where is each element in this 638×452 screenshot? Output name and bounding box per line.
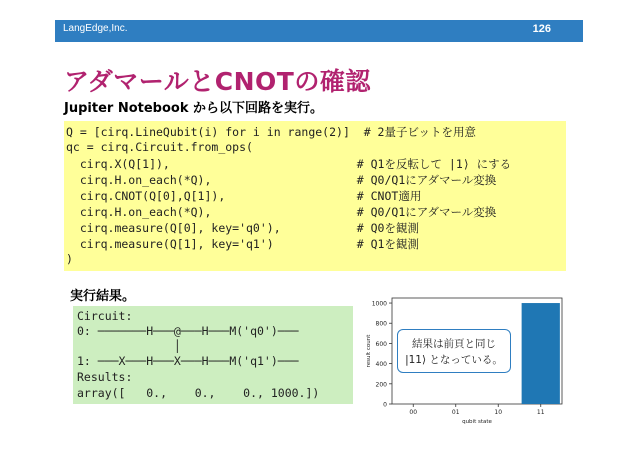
y-tick-label: 0 [383,401,387,409]
code-line: cirq.measure(Q[0], key='q0'), # Q0を観測 [66,221,419,235]
page-title: アダマールとCNOTの確認 [64,67,371,96]
y-tick-label: 1000 [371,300,387,308]
callout-note [397,329,511,373]
output-line: Circuit: [77,309,133,323]
code-line: cirq.X(Q[1]), # Q1を反転して |1⟩ にする [66,157,512,171]
x-tick-label: 00 [409,409,418,416]
code-line: cirq.measure(Q[1], key='q1') # Q1を観測 [66,237,419,251]
code-line: qc = cirq.Circuit.from_ops( [66,140,253,154]
x-tick-label: 10 [494,409,503,416]
y-tick-label: 800 [375,320,387,328]
code-line: cirq.H.on_each(*Q), # Q0/Q1にアダマール変換 [66,205,497,219]
code-line: cirq.CNOT(Q[0],Q[1]), # CNOT適用 [66,189,422,203]
output-line: 0: ───────H───@───H───M('q0')─── [77,324,299,338]
callout-line-1: 結果は前頁と同じ [412,338,496,350]
code-line: ) [66,252,73,266]
output-line: Results: [77,370,133,384]
code-block [64,121,566,271]
x-axis-label: qubit state [462,419,492,425]
output-line: array([ 0., 0., 0., 1000.]) [77,386,320,400]
header-bar [55,20,583,42]
histogram-bar [522,303,560,404]
company-name: LangEdge,Inc. [63,23,128,34]
x-tick-label: 11 [536,409,545,416]
page-subtitle: Jupiter Notebook から以下回路を実行。 [64,101,324,116]
y-axis-label: result count [366,334,372,368]
y-tick-label: 400 [375,361,387,369]
result-label: 実行結果。 [70,289,136,304]
output-block [73,306,353,404]
y-tick-label: 600 [375,340,387,348]
output-line: │ [77,339,181,353]
output-line: 1: ───X───H───X───H───M('q1')─── [77,354,299,368]
code-line: Q = [cirq.LineQubit(i) for i in range(2)] # 2量子ビットを用意 [66,125,477,139]
code-line: cirq.H.on_each(*Q), # Q0/Q1にアダマール変換 [66,173,497,187]
page-number: 126 [532,23,551,35]
x-tick-label: 01 [451,409,460,416]
y-tick-label: 200 [375,381,387,389]
callout-line-2: |11⟩ となっている。 [405,354,503,366]
